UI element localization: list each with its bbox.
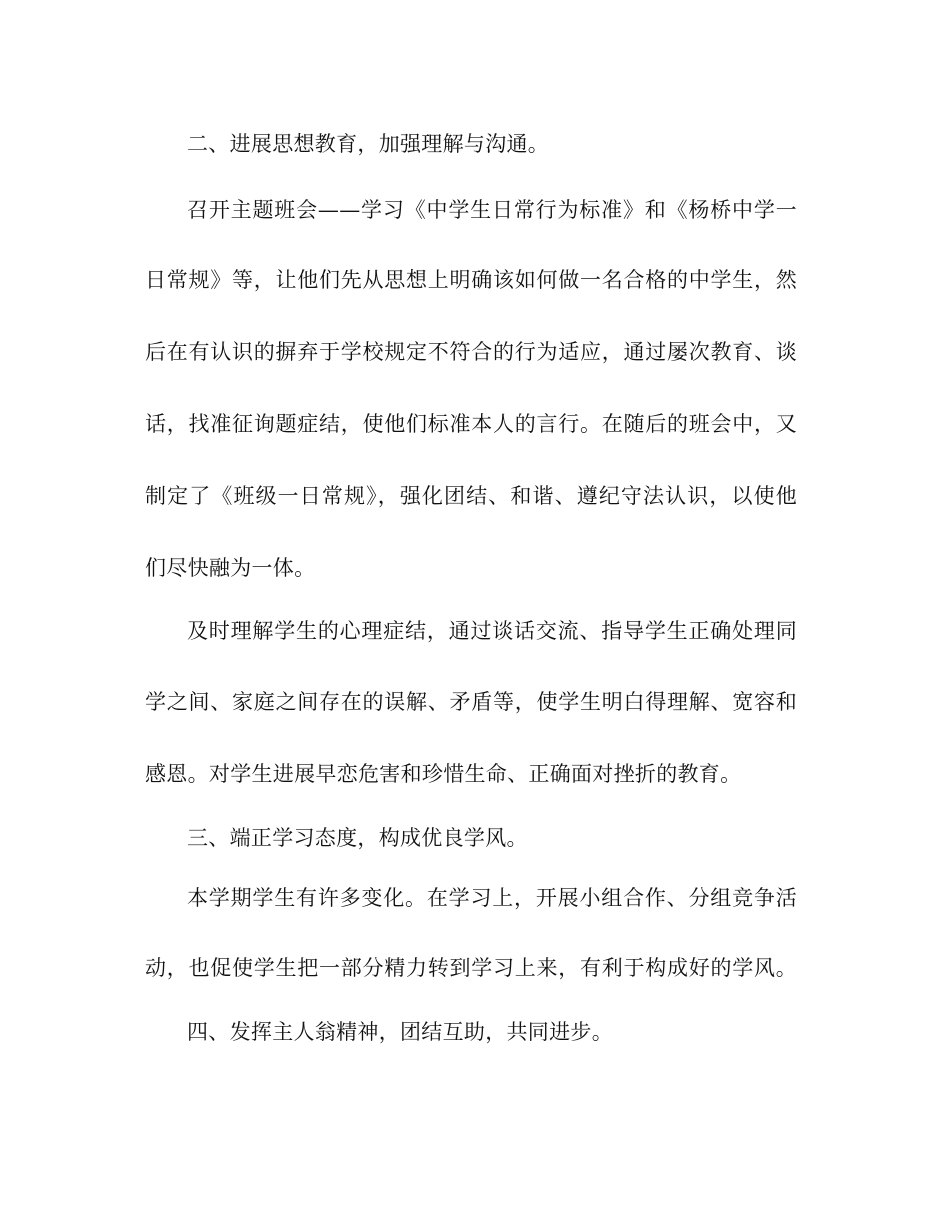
paragraph-line: 话，找准征询题症结，使他们标准本人的言行。在随后的班会中，又 (145, 412, 797, 436)
paragraph-line: 们尽快融为一体。 (145, 556, 316, 580)
paragraph-line: 后在有认识的摒弃于学校规定不符合的行为适应，通过屡次教育、谈 (145, 340, 797, 364)
paragraph-line: 召开主题班会——学习《中学生日常行为标准》和《杨桥中学一 (187, 198, 797, 222)
paragraph-line: 制定了《班级一日常规》，强化团结、和谐、遵纪守法认识，以使他 (145, 484, 797, 508)
section-heading-4: 四、发挥主人翁精神，团结互助，共同进步。 (187, 1020, 613, 1044)
section-heading-2: 二、进展思想教育，加强理解与沟通。 (187, 132, 550, 156)
paragraph-line: 感恩。对学生进展早恋危害和珍惜生命、正确面对挫折的教育。 (145, 762, 742, 786)
paragraph-line: 日常规》等，让他们先从思想上明确该如何做一名合格的中学生，然 (145, 268, 797, 292)
paragraph-line: 及时理解学生的心理症结，通过谈话交流、指导学生正确处理同 (187, 619, 797, 643)
section-heading-3: 三、端正学习态度，构成优良学风。 (187, 826, 528, 850)
paragraph-line: 学之间、家庭之间存在的误解、矛盾等，使学生明白得理解、宽容和 (145, 690, 797, 714)
paragraph-line: 动，也促使学生把一部分精力转到学习上来，有利于构成好的学风。 (145, 956, 797, 980)
paragraph-line: 本学期学生有许多变化。在学习上，开展小组合作、分组竞争活 (187, 886, 797, 910)
